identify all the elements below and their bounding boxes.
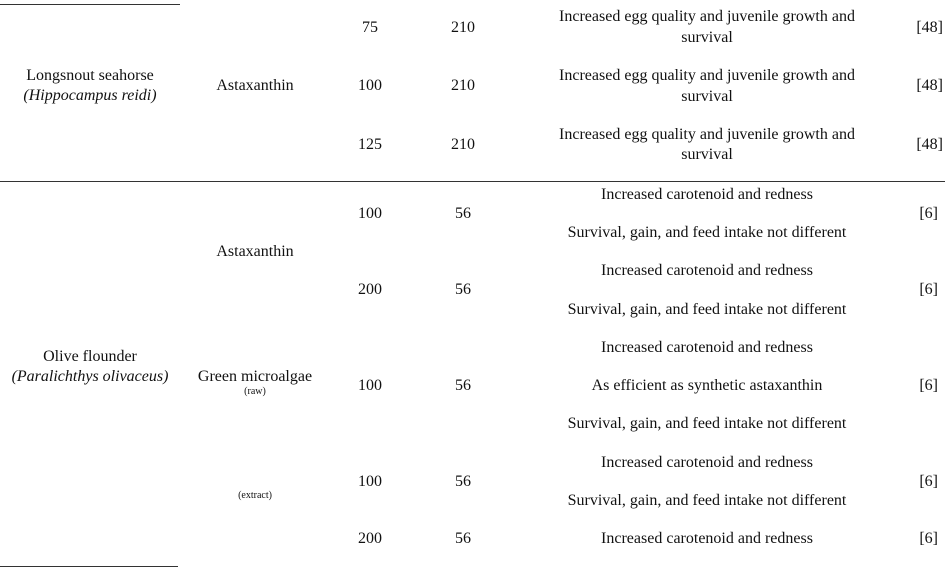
effect-line: Increased egg quality and juvenile growth and [559,67,855,84]
reference-cell: [48] [916,136,943,153]
days-cell: 210 [451,136,475,153]
days-cell: 56 [455,205,471,222]
carotenoid-note: (extract) [238,490,272,501]
effect-line: Survival, gain, and feed intake not different [567,415,847,432]
days-cell: 56 [455,530,471,547]
reference-cell: [48] [916,77,943,94]
days-cell: 210 [451,77,475,94]
effect-line: Survival, gain, and feed intake not different [567,301,847,318]
reference-cell: [6] [919,473,938,490]
effect-line: Increased carotenoid and redness [601,339,813,356]
top-rule-left [0,4,180,5]
carotenoid-note: (raw) [244,386,266,397]
species-common-name: Longsnout seahorse [26,67,154,84]
days-cell: 56 [455,473,471,490]
dose-cell: 125 [358,136,382,153]
effect-line: Increased carotenoid and redness [601,454,813,471]
effect-line: Increased carotenoid and redness [601,262,813,279]
carotenoid-cell: Astaxanthin [216,77,294,94]
days-cell: 210 [451,19,475,36]
species-latin-name: (Paralichthys olivaceus) [11,368,169,385]
carotenoid-cell: Green microalgae [197,368,313,385]
bottom-rule [0,566,178,567]
effect-line: Increased carotenoid and redness [601,530,813,547]
dose-cell: 75 [362,19,378,36]
effect-line: Increased egg quality and juvenile growth and [559,8,855,25]
dose-cell: 100 [358,473,382,490]
dose-cell: 100 [358,77,382,94]
effect-line: survival [681,88,733,105]
days-cell: 56 [455,377,471,394]
effect-line: survival [681,29,733,46]
species-common-name: Olive flounder [43,348,137,365]
reference-cell: [6] [919,530,938,547]
dose-cell: 100 [358,205,382,222]
reference-cell: [6] [919,281,938,298]
species-latin-name: (Hippocampus reidi) [23,87,157,104]
effect-line: Increased egg quality and juvenile growth and [559,126,855,143]
dose-cell: 200 [358,281,382,298]
species-latin-text: Paralichthys olivaceus [16,368,164,385]
effect-line: As efficient as synthetic astaxanthin [591,377,823,394]
reference-cell: [48] [916,19,943,36]
reference-cell: [6] [919,377,938,394]
dose-cell: 200 [358,530,382,547]
group-divider-rule [0,181,945,182]
effect-line: survival [681,146,733,163]
effect-line: Survival, gain, and feed intake not different [567,492,847,509]
species-latin-text: Hippocampus reidi [28,87,152,104]
effect-line: Survival, gain, and feed intake not different [567,224,847,241]
days-cell: 56 [455,281,471,298]
effect-line: Increased carotenoid and redness [601,186,813,203]
reference-cell: [6] [919,205,938,222]
dose-cell: 100 [358,377,382,394]
carotenoid-cell: Astaxanthin [216,243,294,260]
